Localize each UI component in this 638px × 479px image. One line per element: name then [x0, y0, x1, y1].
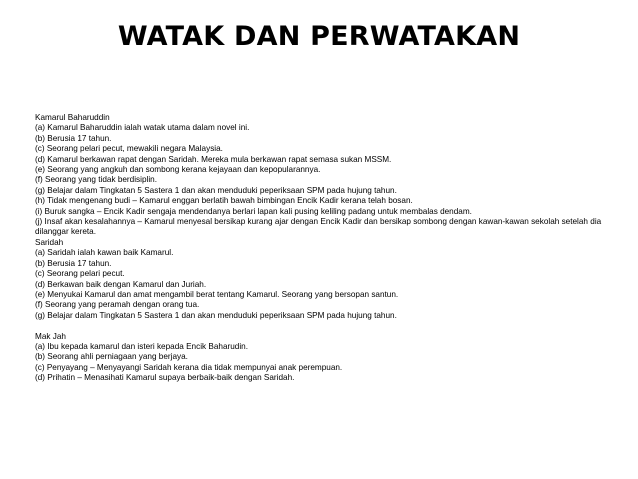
list-item: (j) Insaf akan kesalahannya – Kamarul menyesal bersikap kurang ajar dengan Encik Kadir dan bersikap sombong dengan kawan-kawan sekolah setelah dia dilanggar kereta. — [35, 217, 602, 237]
list-item: (c) Seorang pelari pecut. — [35, 269, 125, 279]
slide-title: WATAK DAN PERWATAKAN — [117, 21, 521, 52]
section-heading-saridah: Saridah — [35, 237, 64, 247]
list-item: (h) Tidak mengenang budi – Kamarul enggan berlatih bawah bimbingan Encik Kadir kerana telah bosan. — [35, 196, 413, 206]
list-item: (b) Berusia 17 tahun. — [35, 258, 112, 268]
list-item: (d) Kamarul berkawan rapat dengan Saridah. Mereka mula berkawan rapat semasa sukan MSSM. — [35, 154, 392, 164]
list-item: (e) Menyukai Kamarul dan amat mengambil berat tentang Kamarul. Seorang yang bersopan santun. — [35, 289, 399, 299]
list-item: (g) Belajar dalam Tingkatan 5 Sastera 1 dan akan menduduki peperiksaan SPM pada hujung tahun. — [35, 185, 397, 195]
list-item: (a) Saridah ialah kawan baik Kamarul. — [35, 248, 174, 258]
slide-body — [35, 113, 605, 384]
section-spacer — [35, 321, 605, 331]
section-heading-mak-jah: Mak Jah — [35, 331, 66, 341]
list-item: (f) Seorang yang tidak berdisiplin. — [35, 175, 157, 185]
list-item: (b) Berusia 17 tahun. — [35, 133, 112, 143]
list-item: (g) Belajar dalam Tingkatan 5 Sastera 1 dan akan menduduki peperiksaan SPM pada hujung tahun. — [35, 310, 397, 320]
list-item: (d) Berkawan baik dengan Kamarul dan Juriah. — [35, 279, 207, 289]
section-heading-kamarul: Kamarul Baharuddin — [35, 113, 110, 122]
list-item: (f) Seorang yang peramah dengan orang tua. — [35, 300, 200, 310]
list-item: (e) Seorang yang angkuh dan sombong kerana kejayaan dan kepopularannya. — [35, 165, 321, 175]
list-item: (c) Penyayang – Menyayangi Saridah kerana dia tidak mempunyai anak perempuan. — [35, 362, 343, 372]
list-item: (b) Seorang ahli perniagaan yang berjaya. — [35, 352, 188, 362]
list-item: (a) Kamarul Baharuddin ialah watak utama dalam novel ini. — [35, 123, 250, 133]
list-item: (a) Ibu kepada kamarul dan isteri kepada Encik Baharudin. — [35, 341, 248, 351]
list-item: (d) Prihatin – Menasihati Kamarul supaya berbaik-baik dengan Saridah. — [35, 373, 295, 383]
list-item: (c) Seorang pelari pecut, mewakili negara Malaysia. — [35, 144, 223, 154]
list-item: (i) Buruk sangka – Encik Kadir sengaja mendendanya berlari lapan kali pusing keliling padang untuk membalas dendam. — [35, 206, 472, 216]
